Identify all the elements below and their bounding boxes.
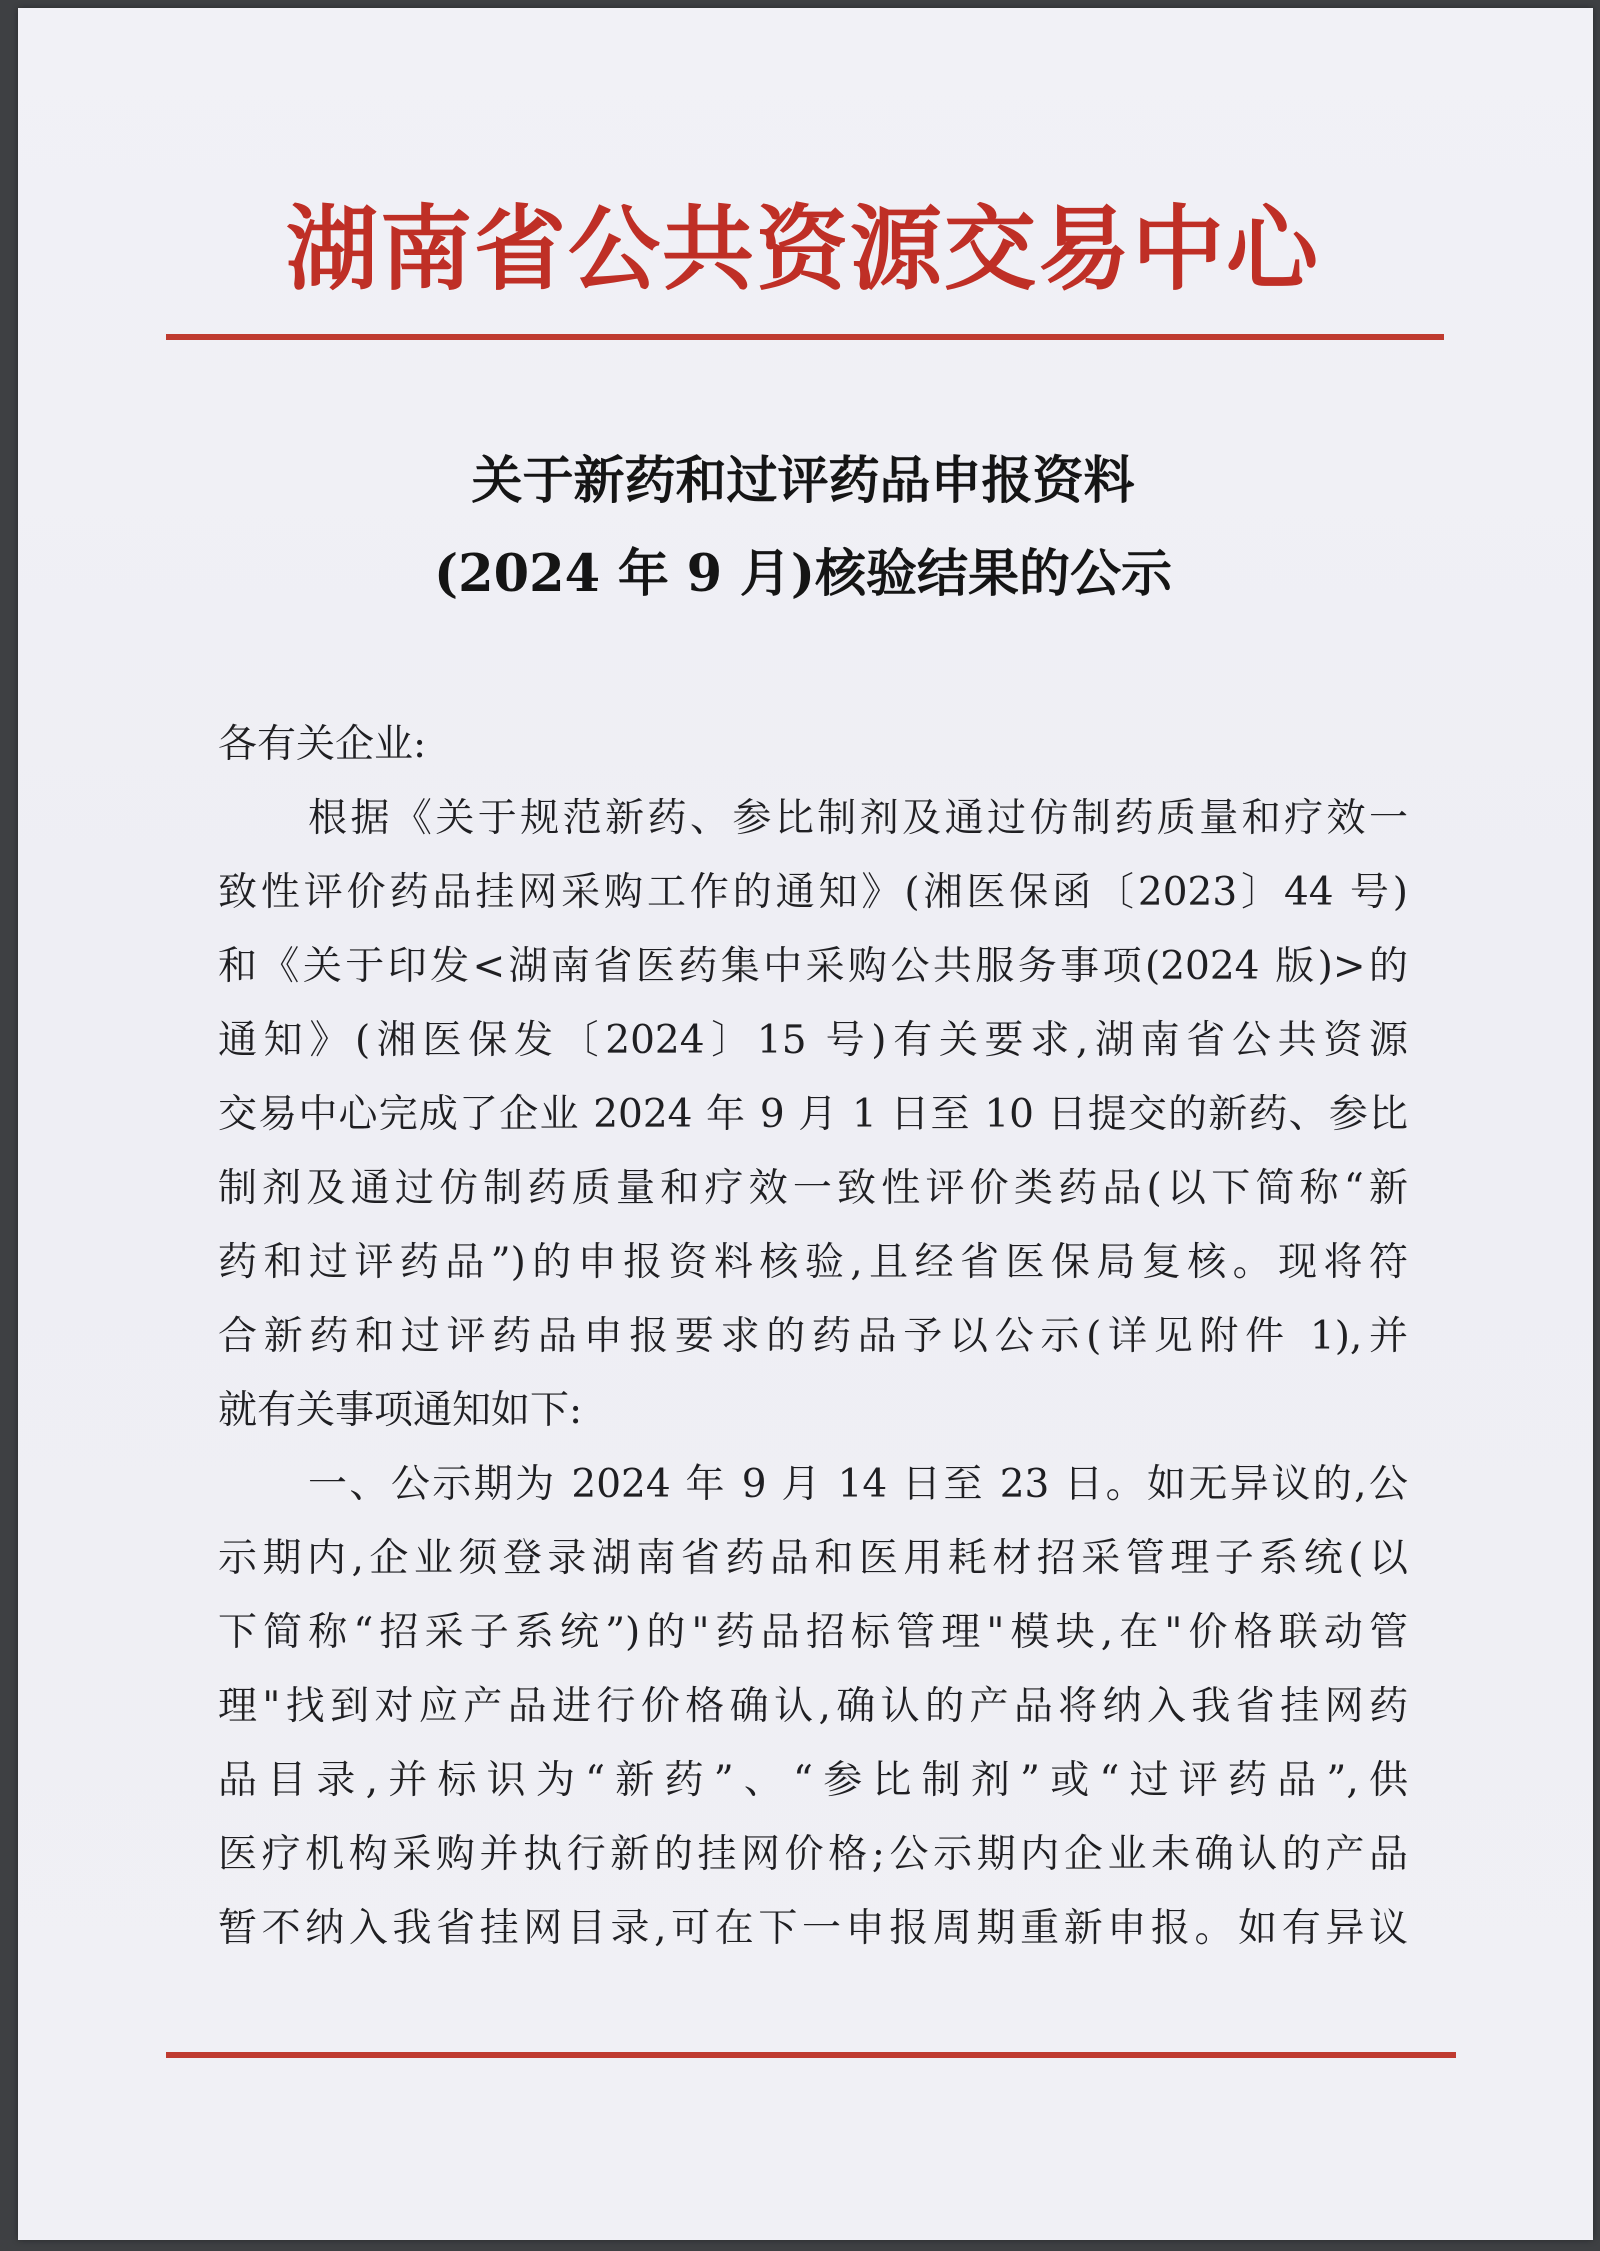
issuer-masthead: 湖南省公共资源交易中心 (285, 195, 1320, 303)
body-line: 合新药和过评药品申报要求的药品予以公示(详见附件 1),并 (218, 1314, 1408, 1359)
body-line: 制剂及通过仿制药质量和疗效一致性评价类药品(以下简称“新 (218, 1166, 1408, 1211)
masthead-divider (166, 334, 1444, 340)
document-title-line-1: 关于新药和过评药品申报资料 (471, 451, 1135, 511)
body-line: 下简称“招采子系统”)的"药品招标管理"模块,在"价格联动管 (218, 1610, 1408, 1655)
document-title-line-2: (2024 年 9 月)核验结果的公示 (434, 544, 1172, 604)
body-line: 通知》(湘医保发〔2024〕15 号)有关要求,湖南省公共资源 (218, 1018, 1408, 1063)
body-line: 根据《关于规范新药、参比制剂及通过仿制药质量和疗效一 (308, 796, 1408, 841)
body-line: 和《关于印发<湖南省医药集中采购公共服务事项(2024 版)>的 (218, 944, 1408, 989)
footer-divider (166, 2052, 1456, 2058)
body-line: 一、公示期为 2024 年 9 月 14 日至 23 日。如无异议的,公 (308, 1462, 1408, 1507)
body-line: 就有关事项通知如下: (218, 1388, 583, 1433)
body-line: 品目录,并标识为“新药”、“参比制剂”或“过评药品”,供 (218, 1758, 1408, 1803)
document-page (18, 8, 1593, 2240)
document-body (218, 708, 1408, 1966)
body-line: 理"找到对应产品进行价格确认,确认的产品将纳入我省挂网药 (218, 1684, 1408, 1729)
body-line: 致性评价药品挂网采购工作的通知》(湘医保函〔2023〕44 号) (218, 870, 1408, 915)
salutation: 各有关企业: (218, 722, 427, 767)
body-line: 医疗机构采购并执行新的挂网价格;公示期内企业未确认的产品 (218, 1832, 1408, 1877)
body-line: 药和过评药品”)的申报资料核验,且经省医保局复核。现将符 (218, 1240, 1408, 1285)
body-line: 暂不纳入我省挂网目录,可在下一申报周期重新申报。如有异议 (218, 1906, 1408, 1951)
body-line: 交易中心完成了企业 2024 年 9 月 1 日至 10 日提交的新药、参比 (218, 1092, 1408, 1137)
body-line: 示期内,企业须登录湖南省药品和医用耗材招采管理子系统(以 (218, 1536, 1408, 1581)
